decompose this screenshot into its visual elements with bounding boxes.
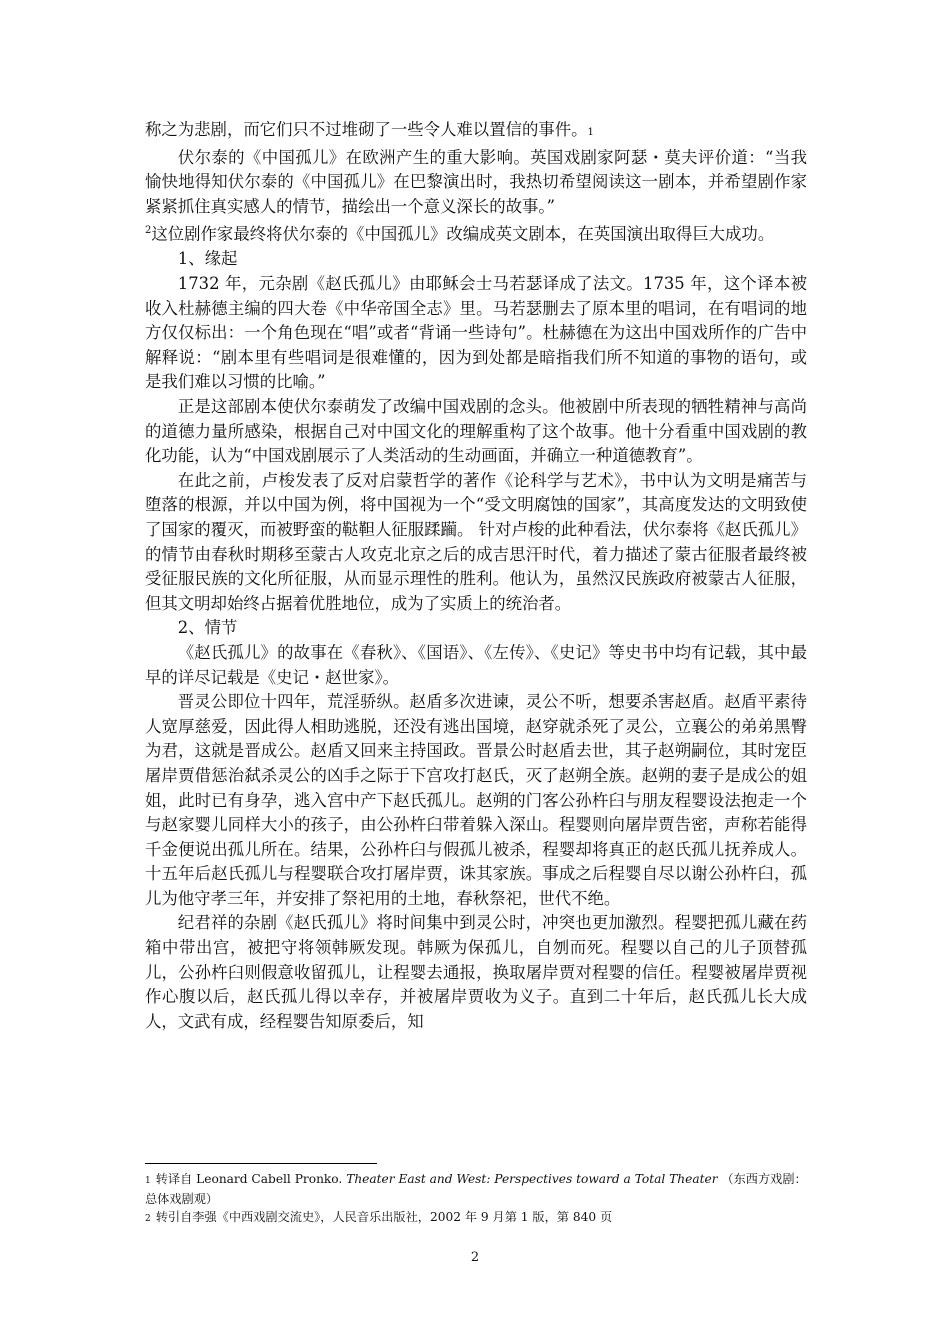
footnote-1-pre: 转译自 Leonard Cabell Pronko.: [155, 1172, 347, 1186]
paragraph-1b-text: 这位剧作家最终将伏尔泰的《中国孤儿》改编成英文剧本，在英国演出取得巨大成功。: [151, 224, 775, 244]
body-text: [145, 118, 807, 1034]
paragraph-7: 纪君祥的杂剧《赵氏孤儿》将时间集中到灵公时，冲突也更加激烈。程婴把孤儿藏在药箱中带出宫，被把守将领韩厥发现。韩厥为保孤儿，自刎而死。程婴以自己的儿子顶替孤儿，公孙杵臼则假意收留孤儿，让程婴去通报，换取屠岸贾对程婴的信任。程婴被屠岸贾视作心腹以后，赵氏孤儿得以幸存，并被屠岸贾收为义子。直到二十年后，赵氏孤儿长大成人，文武有成，经程婴告知原委后，知: [145, 913, 807, 1031]
page-number: 2: [470, 1250, 480, 1265]
paragraph-2: 1732 年，元杂剧《赵氏孤儿》由耶稣会士马若瑟译成了法文。1735 年，这个译本被收入杜赫德主编的四大卷《中华帝国全志》里。马若瑟删去了原本里的唱词，在有唱词的地方仅仅标出：一个角色现在“唱”或者“背诵一些诗句”。杜赫德在为这出中国戏所作的广告中解释说：“剧本里有些唱词是很难懂的，因为到处都是暗指我们所不知道的事物的语句，或是我们难以习惯的比喻。”: [145, 274, 807, 392]
paragraph-0-text: 称之为悲剧，而它们只不过堆砌了一些令人难以置信的事件。: [145, 120, 588, 139]
paragraph-5: 《赵氏孤儿》的故事在《春秋》、《国语》、《左传》、《史记》等史书中均有记载，其中最早的详尽记载是《史记・赵世家》。: [145, 642, 807, 687]
paragraph-1: 伏尔泰的《中国孤儿》在欧洲产生的重大影响。英国戏剧家阿瑟・莫夫评价道：“当我愉快地得知伏尔泰的《中国孤儿》在巴黎演出时，我热切希望阅读这一剧本，并希望剧作家紧紧抓住真实感人的情节，描绘出一个意义深长的故事。”: [145, 147, 807, 216]
section-heading-origin: 1、缘起: [177, 249, 238, 269]
paragraph-0: [145, 118, 807, 146]
footnote-ref-1[interactable]: 1: [587, 127, 594, 138]
paragraph-4: 在此之前，卢梭发表了反对启蒙哲学的著作《论科学与艺术》，书中认为文明是痛苦与堕落的根源，并以中国为例，将中国视为一个“受文明腐蚀的国家”，其高度发达的文明致使了国家的覆灭，而被野蛮的鞑靼人征服蹂躏。 针对卢梭的此种看法，伏尔泰将《赵氏孤儿》的情节由春秋时期移至蒙古人攻克北京之后的成吉思汗时代，着力描述了蒙古征服者最终被受征服民族的文化所征服，从而显示理性的胜利。他认为，虽然汉民族政府被蒙古人征服，但其文明却始终占据着优胜地位，成为了实质上的统治者。: [145, 470, 807, 613]
footnote-2: [145, 1208, 807, 1228]
footnote-2-pre: 转引自李强《中西戏剧交流史》，人民音乐出版社，2002 年 9 月第 1 版，第 840 页: [155, 1210, 613, 1224]
footnote-2-number: 2: [145, 1214, 151, 1224]
footnote-ref-2[interactable]: 2: [145, 225, 152, 237]
paragraph-1b: [145, 219, 807, 247]
footnotes: [145, 1170, 807, 1228]
footnote-1-title: Theater East and West: Perspectives toward a Total Theater: [346, 1172, 718, 1186]
footnote-divider: [145, 1163, 377, 1164]
footnote-1-number: 1: [145, 1176, 151, 1186]
footnote-1-post: （东西方戏剧：总体戏剧观）: [145, 1172, 807, 1206]
footnote-1: [145, 1170, 807, 1208]
section-heading-plot: 2、情节: [177, 618, 238, 638]
paragraph-3: 正是这部剧本使伏尔泰萌发了改编中国戏剧的念头。他被剧中所表现的牺牲精神与高尚的道德力量所感染，根据自己对中国文化的理解重构了这个故事。他十分看重中国戏剧的教化功能，认为“中国戏剧展示了人类活动的生动画面，并确立一种道德教育”。: [145, 397, 807, 466]
paragraph-6: 晋灵公即位十四年，荒淫骄纵。赵盾多次进谏，灵公不听，想要杀害赵盾。赵盾平素待人宽厚慈爱，因此得人相助逃脱，还没有逃出国境，赵穿就杀死了灵公，立襄公的弟弟黑臀为君，这就是晋成公。赵盾又回来主持国政。晋景公时赵盾去世，其子赵朔嗣位，其时宠臣屠岸贾借惩治弑杀灵公的凶手之际于下宫攻打赵氏，灭了赵朔全族。赵朔的妻子是成公的姐姐，此时已有身孕，逃入宫中产下赵氏孤儿。赵朔的门客公孙杵臼与朋友程婴设法抱走一个与赵家婴儿同样大小的孩子，由公孙杵臼带着躲入深山。程婴则向屠岸贾告密，声称若能得千金便说出孤儿所在。结果，公孙杵臼与假孤儿被杀，程婴却将真正的赵氏孤儿抚养成人。十五年后赵氏孤儿与程婴联合攻打屠岸贾，诛其家族。事成之后程婴自尽以谢公孙杵臼，孤儿为他守孝三年，并安排了祭祀用的土地，春秋祭祀，世代不绝。: [145, 692, 807, 908]
